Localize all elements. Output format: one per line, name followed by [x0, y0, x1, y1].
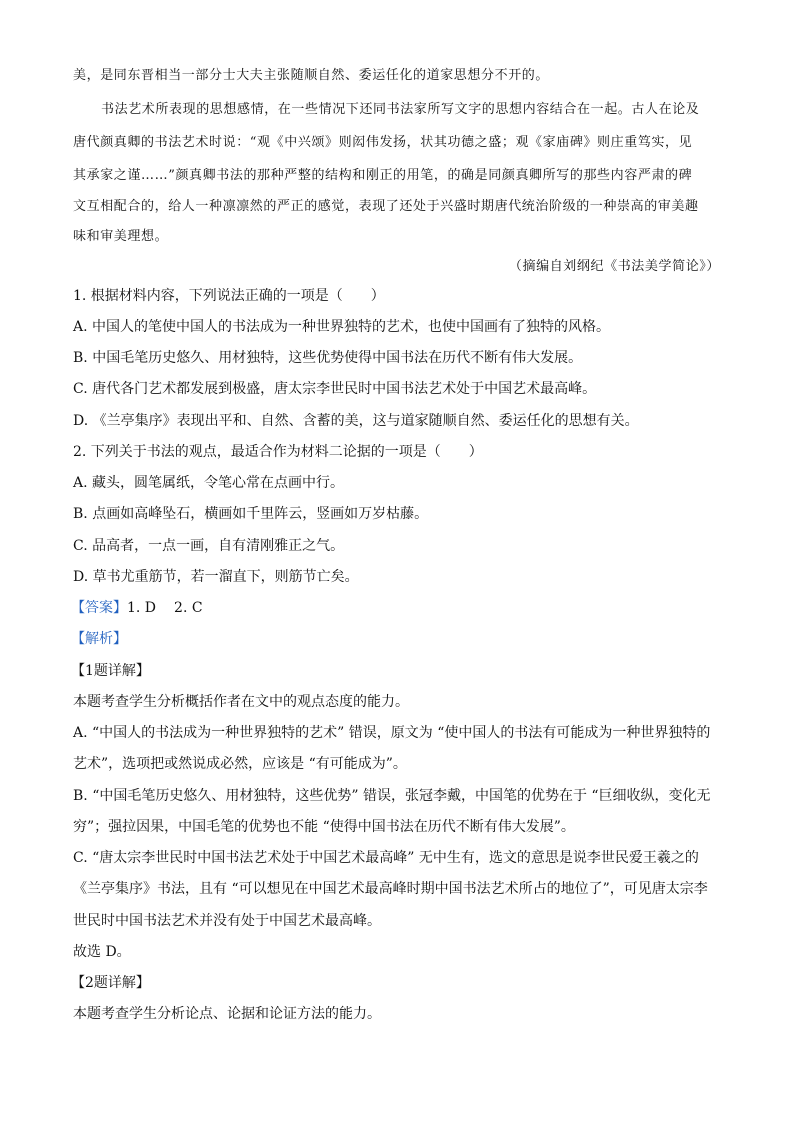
detail-1-line: B. “中国毛笔历史悠久、用材独特，这些优势” 错误，张冠李戴，中国笔的优势在于 “巨细收纵，变化无 [73, 788, 711, 804]
material-line: 其承家之谨……”颜真卿书法的那种严整的结构和刚正的用笔，的确是同颜真卿所写的那些内容严肃的碑 [73, 168, 693, 183]
detail-2-tag: 【2题详解】 [71, 975, 150, 991]
analysis-tag: 【解析】 [71, 631, 127, 647]
question-1-option-a: A. 中国人的笔使中国人的书法成为一种世界独特的艺术，也使中国画有了独特的风格。 [73, 319, 611, 335]
detail-1-line: 穷”；强拉因果，中国毛笔的优势也不能 “使得中国书法在历代不断有伟大发展”。 [73, 819, 575, 835]
detail-1-line: 《兰亭集序》书法，且有 “可以想见在中国艺术最高峰时期中国书法艺术所占的地位了”，可见唐太宗李 [73, 881, 708, 897]
question-2-option-b: B. 点画如高峰坠石，横画如千里阵云，竖画如万岁枯藤。 [73, 506, 429, 522]
detail-1-tag: 【1题详解】 [71, 663, 150, 679]
answer-1: 1. D [127, 600, 157, 616]
question-2-option-c: C. 品高者，一点一画，自有清刚雅正之气。 [73, 538, 345, 554]
material-line: 味和审美理想。 [73, 229, 169, 244]
question-1-option-c: C. 唐代各门艺术都发展到极盛，唐太宗李世民时中国书法艺术处于中国艺术最高峰。 [73, 381, 597, 397]
question-2-stem: 2. 下列关于书法的观点，最适合作为材料二论据的一项是（ ） [73, 444, 483, 460]
material-source: （摘编自刘纲纪《书法美学简论》） [508, 259, 720, 274]
material-line: 文互相配合的，给人一种凛凛然的严正的感觉，表现了还处于兴盛时期唐代统治阶级的一种崇高的审美趣 [73, 199, 699, 214]
detail-1-line: 本题考查学生分析概括作者在文中的观点态度的能力。 [73, 694, 409, 710]
detail-1-line: 艺术”，选项把或然说成必然，应该是 “有可能成为”。 [73, 756, 407, 772]
answer-2: 2. C [174, 600, 203, 616]
material-line: 书法艺术所表现的思想感情，在一些情况下还同书法家所写文字的思想内容结合在一起。古人在论及 [101, 102, 700, 117]
answer-line [71, 599, 203, 617]
material-line: 美，是同东晋相当一部分士大夫主张随顺自然、委运任化的道家思想分不开的。 [73, 68, 550, 83]
question-1-option-b: B. 中国毛笔历史悠久、用材独特，这些优势使得中国书法在历代不断有伟大发展。 [73, 350, 583, 366]
detail-1-line: A. “中国人的书法成为一种世界独特的艺术” 错误，原文为 “使中国人的书法有可能成为一种世界独特的 [73, 725, 711, 741]
detail-1-line: C. “唐太宗李世民时中国书法艺术处于中国艺术最高峰” 无中生有，选文的意思是说李世民爱王羲之的 [73, 850, 699, 866]
question-2-option-a: A. 藏头，圆笔属纸，令笔心常在点画中行。 [73, 475, 345, 491]
answer-tag: 【答案】 [71, 600, 127, 616]
detail-1-line: 世民时中国书法艺术并没有处于中国艺术最高峰。 [73, 913, 381, 929]
material-line: 唐代颜真卿的书法艺术时说：“观《中兴颂》则闳伟发扬，状其功德之盛；观《家庙碑》则庄重笃实，见 [73, 135, 693, 150]
question-2-option-d: D. 草书尤重筋节，若一溜直下，则筋节亡矣。 [73, 569, 359, 585]
question-1-stem: 1. 根据材料内容，下列说法正确的一项是（ ） [73, 288, 385, 304]
question-1-option-d: D. 《兰亭集序》表现出平和、自然、含蓄的美，这与道家随顺自然、委运任化的思想有关。 [73, 413, 639, 429]
detail-1-conclusion: 故选 D。 [73, 944, 131, 960]
detail-2-line: 本题考查学生分析论点、论据和论证方法的能力。 [73, 1006, 381, 1022]
